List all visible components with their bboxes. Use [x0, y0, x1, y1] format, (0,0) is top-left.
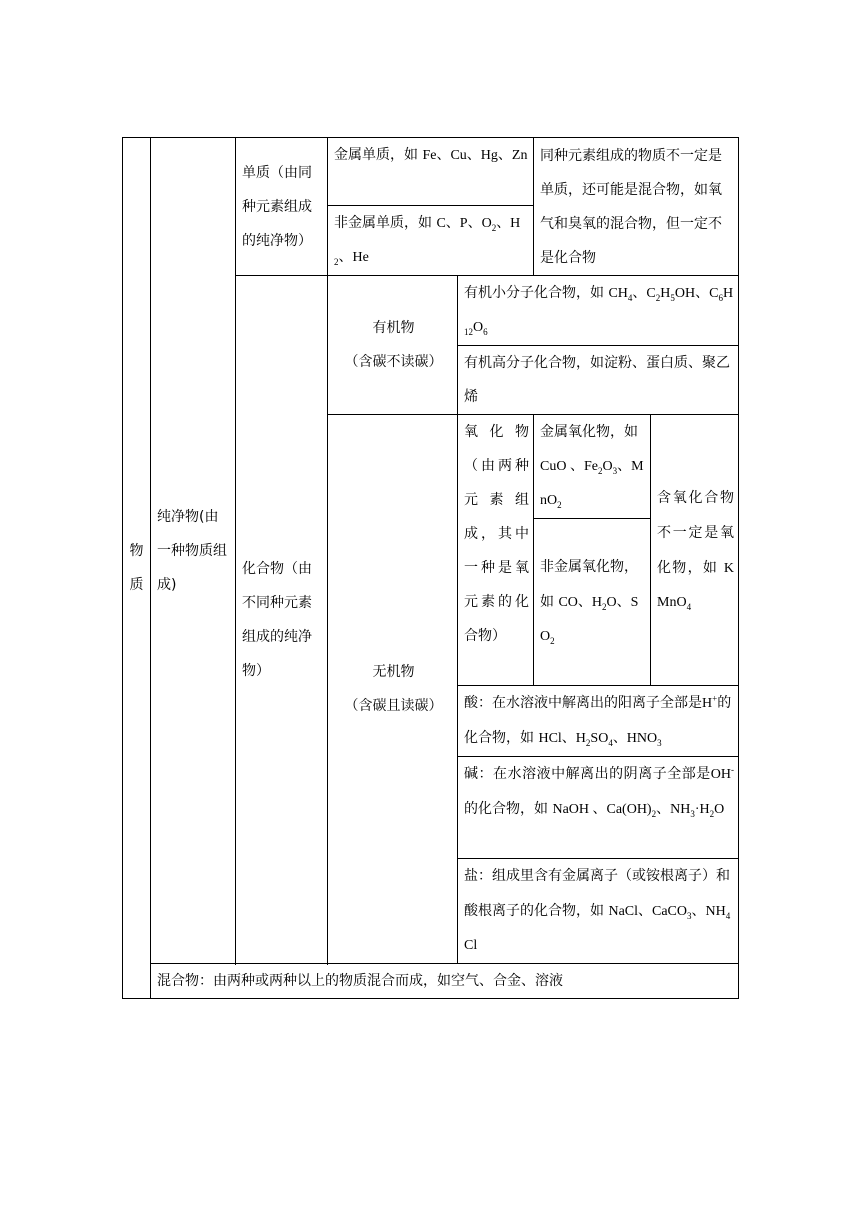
compound-label: 化合物（由不同种元素组成的纯净物） — [242, 560, 312, 679]
element-label: 单质（由同种元素组成的纯净物） — [242, 164, 312, 249]
cell-pure-substance — [151, 138, 236, 964]
organic-note: （含碳不读碳） — [344, 354, 443, 370]
cell-oxygen-compound-note: 含氧化合物不一定是氧化物，如 KMnO$_4$ — [651, 415, 739, 686]
substance-label: 物质 — [129, 543, 144, 593]
cell-metal-oxide: 金属氧化物，如 CuO 、$Fe_2O_3$、MnO$_2$ — [534, 415, 651, 519]
cell-compound — [236, 276, 328, 964]
substance-classification-table — [122, 137, 739, 999]
cell-inorganic — [328, 415, 458, 964]
cell-element-note — [534, 138, 739, 276]
cell-base: 碱：在水溶液中解离出的阴离子全部是OH-的化合物，如 NaOH 、$Ca(OH)_2$、$NH_3\cdot H_2O$ — [458, 757, 739, 859]
cell-oxide — [458, 415, 534, 686]
cell-nonmetal-oxide: 非金属氧化物，如 CO、$H_2O$、$SO_2$ — [534, 519, 651, 686]
inorganic-note: （含碳且读碳） — [344, 698, 443, 714]
cell-organic-polymer: 有机高分子化合物，如淀粉、蛋白质、聚乙烯 — [458, 346, 739, 415]
mixture-text: 混合物：由两种或两种以上的物质混合而成，如空气、合金、溶液 — [157, 973, 563, 989]
cell-element — [236, 138, 328, 276]
organic-label: 有机物 — [372, 320, 415, 336]
cell-organic — [328, 276, 458, 415]
cell-mixture — [151, 964, 739, 999]
cell-organic-small: 有机小分子化合物，如 $CH_4$、$C_2H_5OH$、$C_6H_{12}O_6$ — [458, 276, 739, 346]
cell-acid: 酸：在水溶液中解离出的阳离子全部是H+的化合物，如 HCl、$H_2SO_4$、$HNO_3$ — [458, 686, 739, 757]
cell-salt: 盐：组成里含有金属离子（或铵根离子）和酸根离子的化合物，如 NaCl、CaCO$_3$、$NH_4Cl$ — [458, 859, 739, 964]
element-note: 同种元素组成的物质不一定是单质，还可能是混合物，如氧气和臭氧的混合物，但一定不是化合物 — [540, 147, 723, 266]
cell-substance — [123, 138, 151, 999]
inorganic-label: 无机物 — [372, 664, 415, 680]
cell-metal-element: 金属单质，如 Fe、Cu、Hg、Zn — [328, 138, 534, 206]
pure-substance-label: 纯净物(由一种物质组成) — [157, 508, 227, 593]
cell-nonmetal-element: 非金属单质，如 C、P、$O_2$、$H_2$、He — [328, 206, 534, 276]
oxide-label: 氧化物（由两种元素组成，其中一种是氧元素的化合物） — [464, 424, 530, 644]
